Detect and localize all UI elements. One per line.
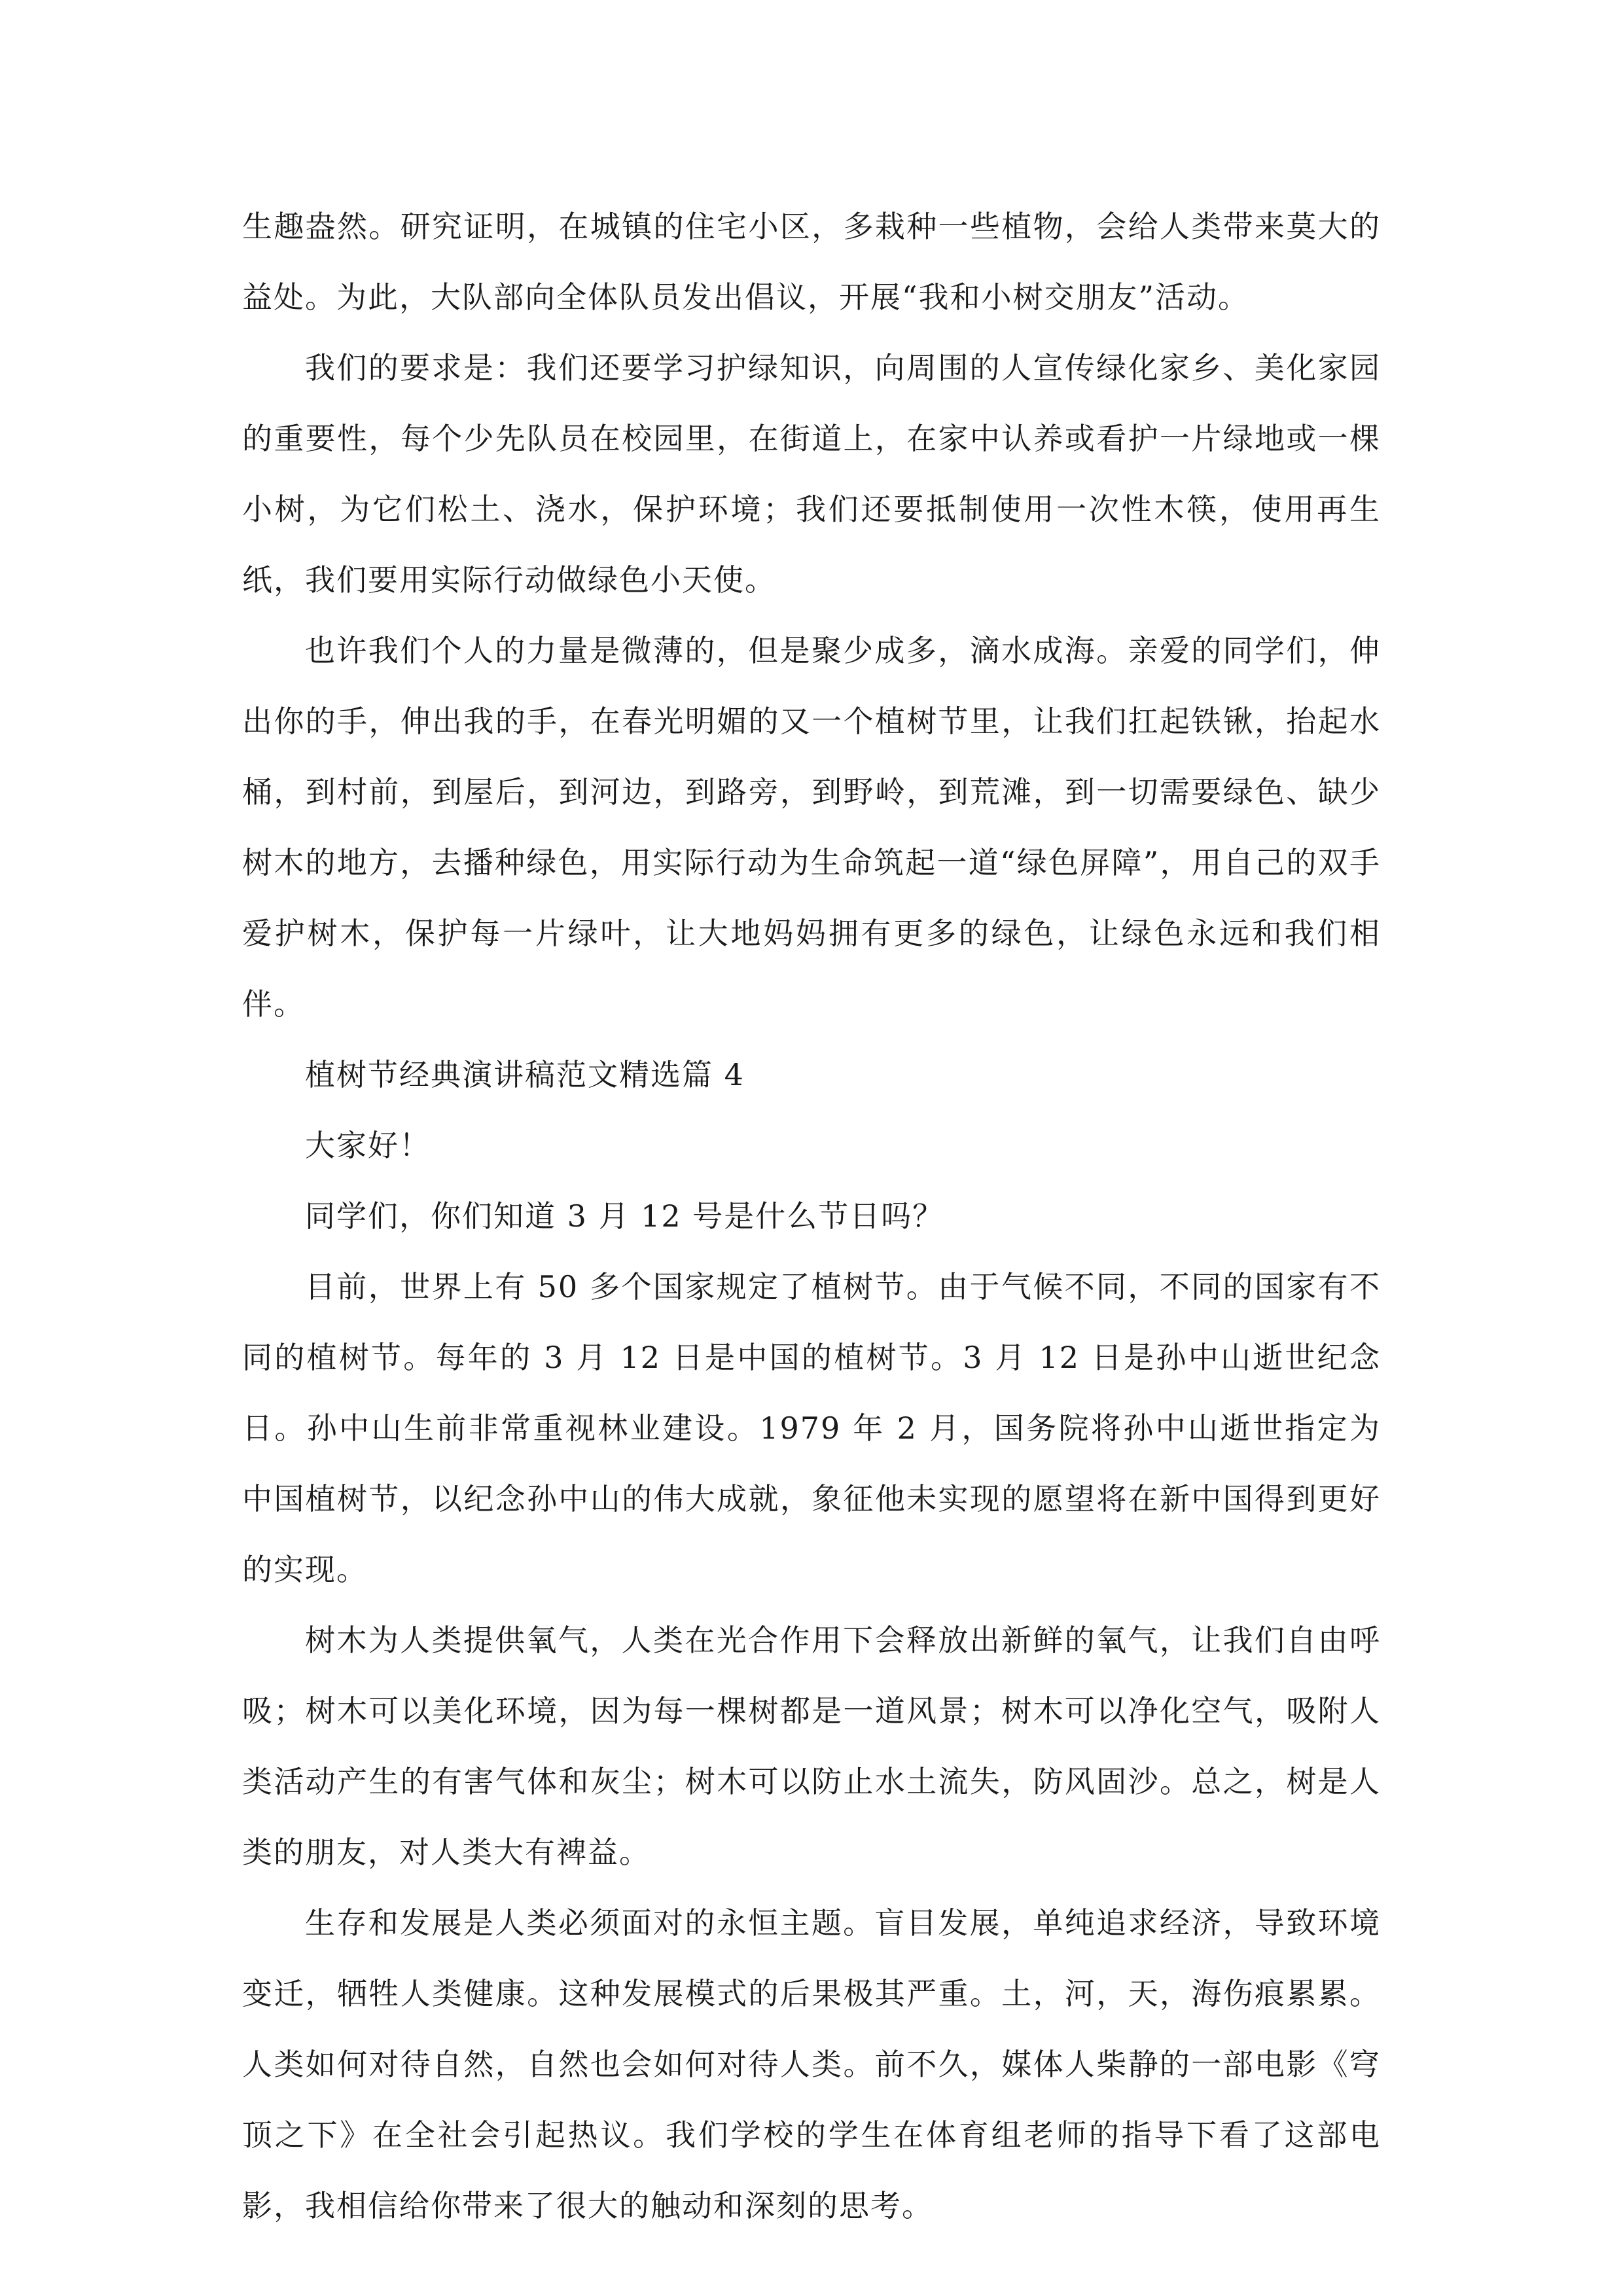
question: 同学们，你们知道 3 月 12 号是什么节日吗？ (305, 1198, 944, 1234)
paragraph-call-to-action: 也许我们个人的力量是微薄的，但是聚少成多，滴水成海。亲爱的同学们，伸出你的手，伸出我的手，在春光明媚的又一个植树节里，让我们扛起铁锹，抬起水桶，到村前，到屋后，到河边，到路旁，到野岭，到荒滩，到一切需要绿色、缺少树木的地方，去播种绿色，用实际行动为生命筑起一道“绿色屏障”，用自己的双手爱护树木，保护每一片绿叶，让大地妈妈拥有更多的绿色，让绿色永远和我们相伴。 (242, 633, 1381, 1022)
paragraph-arbor-day-history: 目前，世界上有 50 多个国家规定了植树节。由于气候不同，不同的国家有不同的植树节。每年的 3 月 12 日是中国的植树节。3 月 12 日是孙中山逝世纪念日。孙中山生前非常重视林业建设。1979 年 2 月，国务院将孙中山逝世指定为中国植树节，以纪念孙中山的伟大成就，象征他未实现的愿望将在新中国得到更好的实现。 (242, 1269, 1381, 1587)
section-title: 植树节经典演讲稿范文精选篇 4 (305, 1057, 745, 1092)
paragraph-requirements: 我们的要求是：我们还要学习护绿知识，向周围的人宣传绿化家乡、美化家园的重要性，每个少先队员在校园里，在街道上，在家中认养或看护一片绿地或一棵小树，为它们松土、浇水，保护环境；我们还要抵制使用一次性木筷，使用再生纸，我们要用实际行动做绿色小天使。 (242, 350, 1381, 598)
paragraph-continuation: 生趣盎然。研究证明，在城镇的住宅小区，多栽种一些植物，会给人类带来莫大的益处。为此，大队部向全体队员发出倡议，开展“我和小树交朋友”活动。 (242, 209, 1381, 315)
greeting: 大家好！ (305, 1128, 431, 1163)
document-body (242, 191, 1381, 2241)
paragraph-tree-benefits: 树木为人类提供氧气，人类在光合作用下会释放出新鲜的氧气，让我们自由呼吸；树木可以美化环境，因为每一棵树都是一道风景；树木可以净化空气，吸附人类活动产生的有害气体和灰尘；树木可以防止水土流失，防风固沙。总之，树是人类的朋友，对人类大有裨益。 (242, 1623, 1381, 1870)
paragraph-development: 生存和发展是人类必须面对的永恒主题。盲目发展，单纯追求经济，导致环境变迁，牺牲人类健康。这种发展模式的后果极其严重。土，河，天，海伤痕累累。人类如何对待自然，自然也会如何对待人类。前不久，媒体人柴静的一部电影《穹顶之下》在全社会引起热议。我们学校的学生在体育组老师的指导下看了这部电影，我相信给你带来了很大的触动和深刻的思考。 (242, 1905, 1381, 2223)
